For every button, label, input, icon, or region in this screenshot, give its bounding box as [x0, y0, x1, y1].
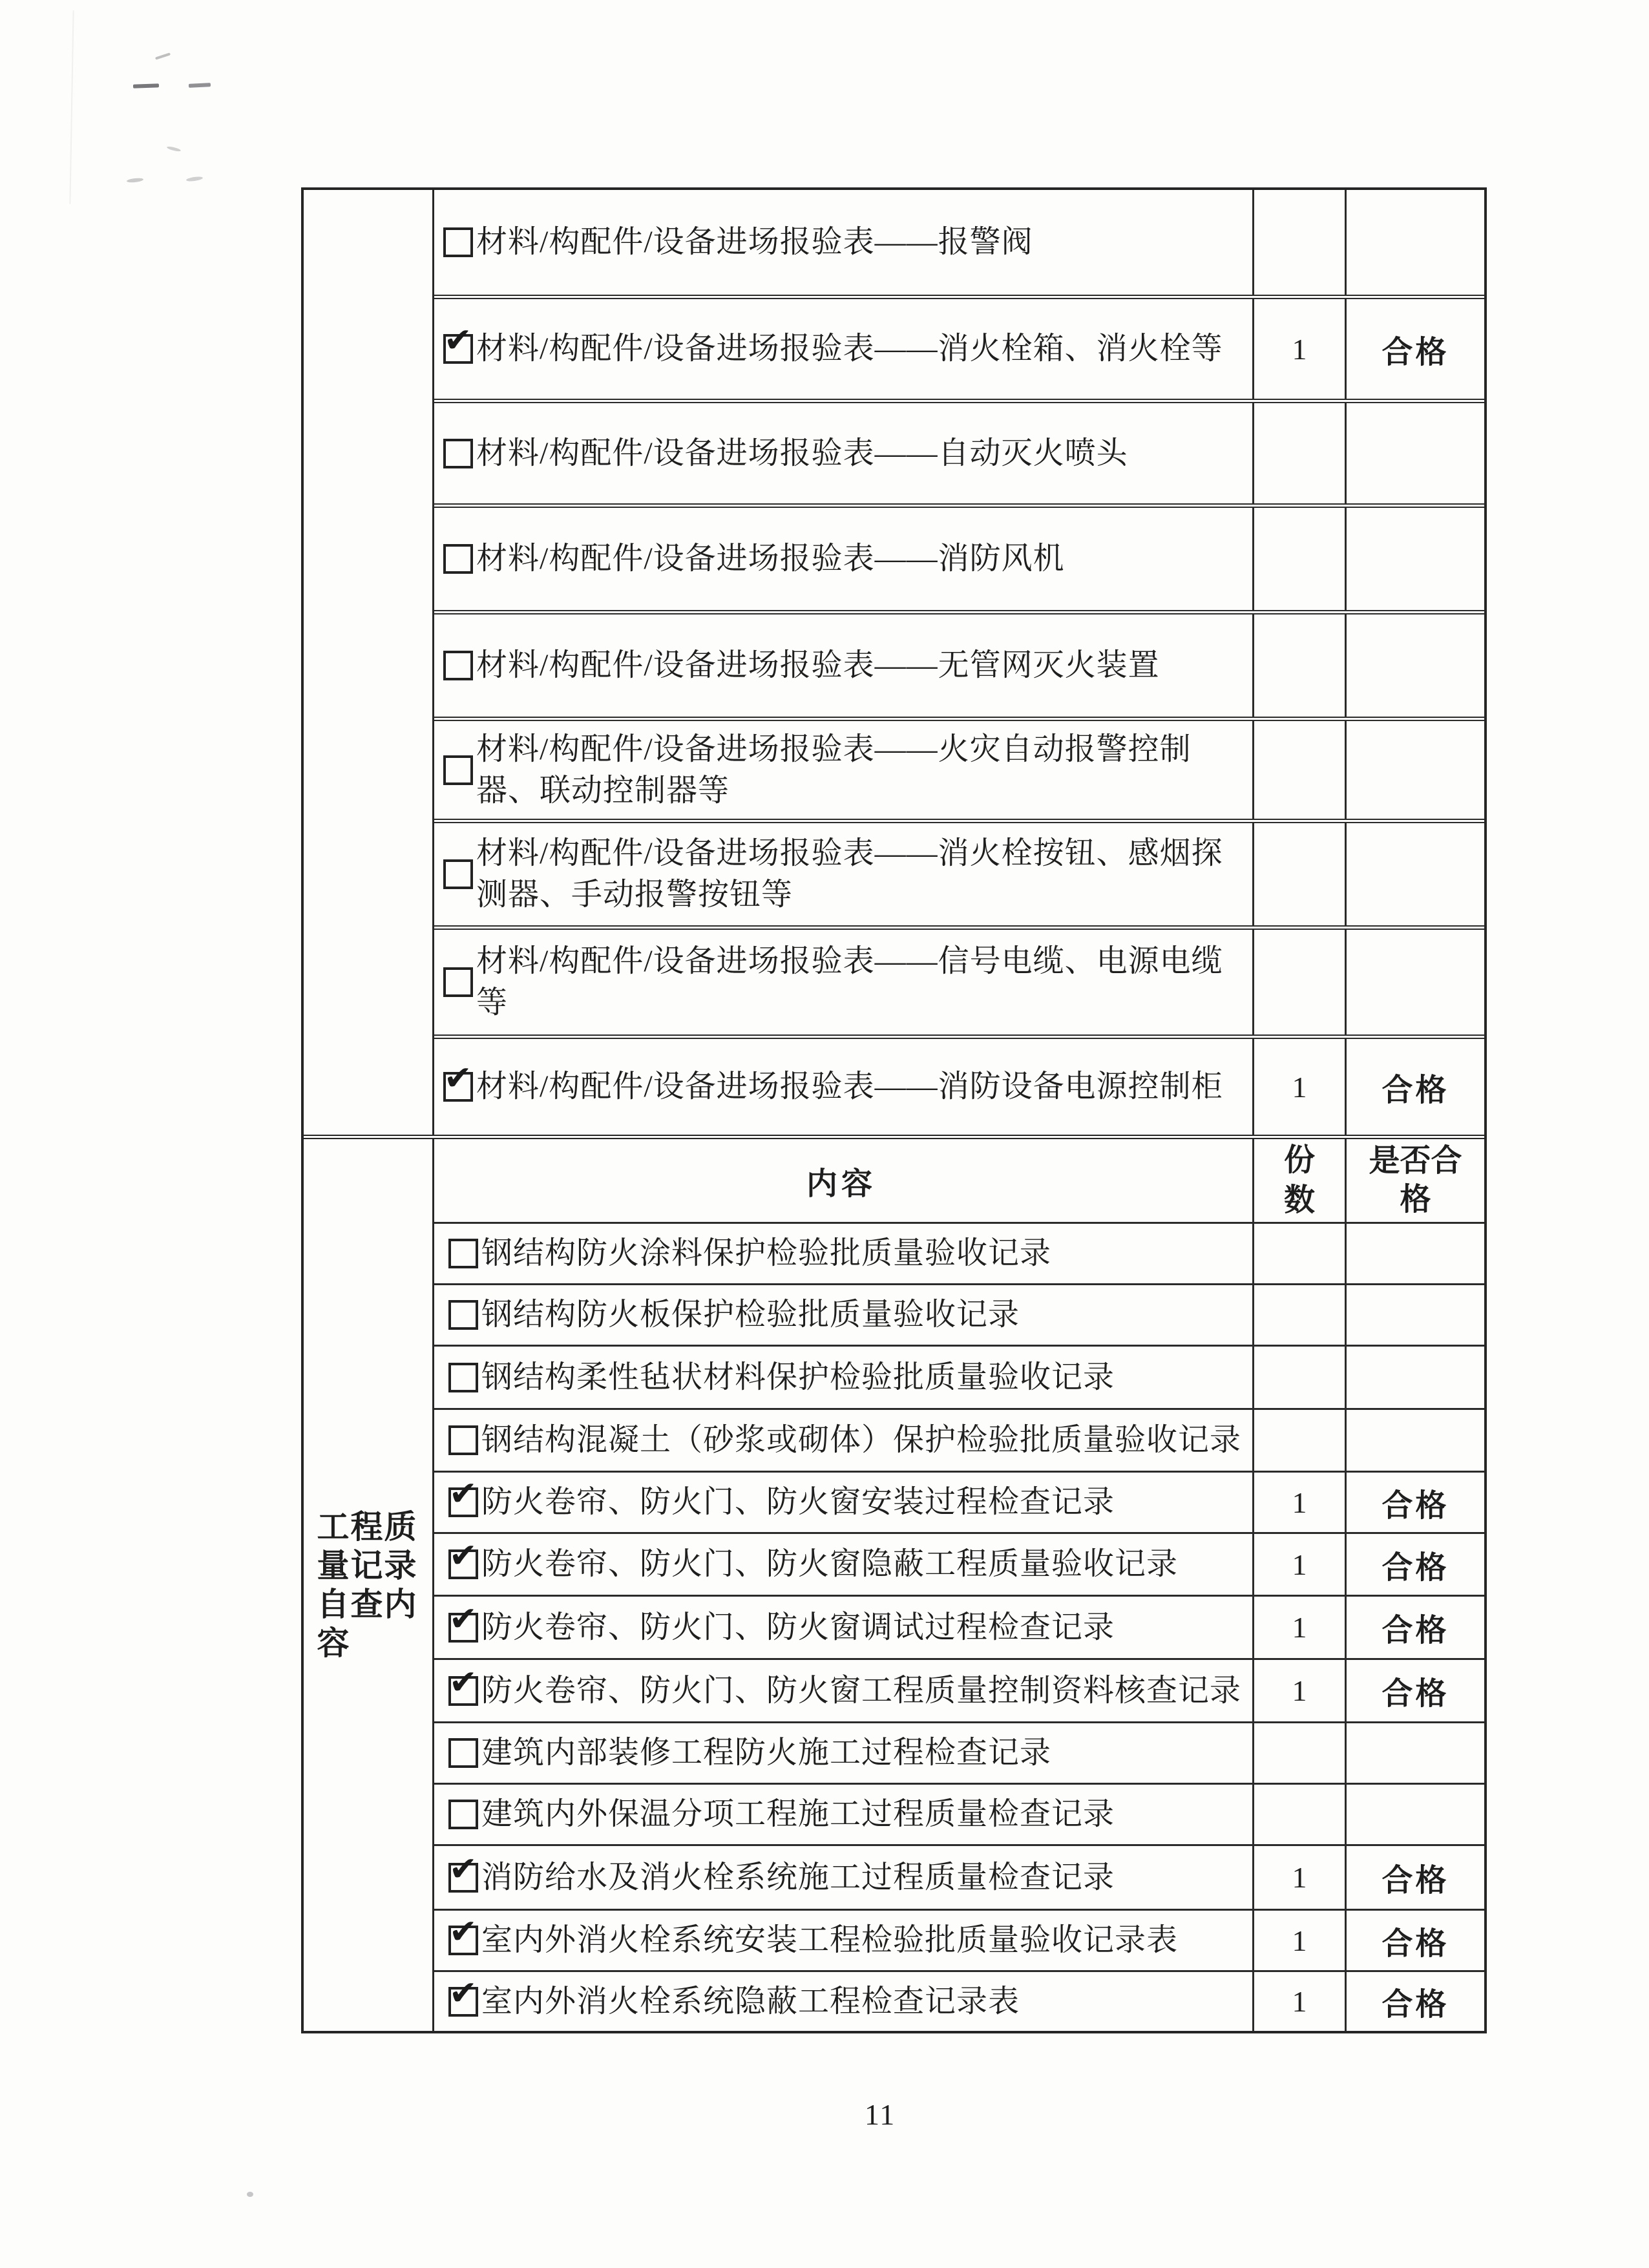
check-mark-icon: ✔ [444, 321, 472, 360]
pass-value: 合格 [1381, 1677, 1449, 1711]
item-cell [434, 403, 1252, 503]
table-row [434, 1034, 1484, 1135]
pass-cell [1345, 1785, 1484, 1844]
table-row [434, 1408, 1484, 1471]
scan-artifact [189, 83, 211, 88]
copies-value: 1 [1292, 1070, 1307, 1104]
item-cell [434, 1285, 1252, 1345]
item-label: 材料/构配件/设备进场报验表——消防风机 [476, 541, 1065, 576]
scan-artifact [127, 178, 143, 184]
copies-cell [1252, 1785, 1345, 1844]
check-mark-icon: ✔ [449, 1537, 478, 1575]
header-content-label: 内容 [806, 1166, 876, 1201]
item-cell [434, 508, 1252, 610]
copies-cell [1252, 1723, 1345, 1783]
table-row [434, 1970, 1484, 2031]
item-cell [434, 1224, 1252, 1283]
header-content-cell [434, 1139, 1252, 1222]
pass-value: 合格 [1381, 1864, 1449, 1898]
checkbox-checked-icon [448, 1537, 478, 1579]
table-row [434, 399, 1484, 503]
checkbox-unchecked-icon [443, 227, 473, 257]
copies-value: 1 [1292, 1861, 1307, 1894]
checkbox-checked-icon [443, 1059, 473, 1102]
item-cell [434, 721, 1252, 819]
header-pass-label: 是否合格 [1369, 1144, 1462, 1217]
copies-cell [1252, 930, 1345, 1034]
pass-cell [1345, 1534, 1484, 1595]
copies-cell [1252, 1911, 1345, 1970]
checkbox-checked-icon [448, 1913, 478, 1955]
table-row [434, 1222, 1484, 1283]
table-row [434, 503, 1484, 610]
pass-cell [1345, 1911, 1484, 1970]
check-mark-icon: ✔ [449, 1663, 478, 1702]
scan-artifact [167, 145, 182, 152]
checkbox-checked-icon [443, 321, 473, 364]
pass-cell [1345, 1723, 1484, 1783]
copies-value: 1 [1292, 332, 1307, 366]
pass-cell [1345, 1224, 1484, 1283]
pass-cell [1345, 1660, 1484, 1721]
section-group-label: 工程质量记录自查内容 [317, 1509, 418, 1661]
checkbox-checked-icon [448, 1849, 478, 1893]
item-label: 材料/构配件/设备进场报验表——消火栓箱、消火栓等 [476, 331, 1223, 366]
copies-cell [1252, 1534, 1345, 1595]
copies-cell [1252, 721, 1345, 819]
pass-cell [1345, 403, 1484, 503]
copies-cell [1252, 1660, 1345, 1721]
table-row [434, 819, 1484, 925]
check-mark-icon: ✔ [444, 1059, 472, 1098]
checkbox-unchecked-icon [443, 439, 473, 468]
copies-cell [1252, 1846, 1345, 1909]
check-mark-icon: ✔ [449, 1599, 478, 1639]
scan-artifact [155, 52, 171, 59]
check-mark-icon: ✔ [449, 1913, 478, 1951]
copies-cell [1252, 1597, 1345, 1658]
item-label: 钢结构柔性毡状材料保护检验批质量验收记录 [481, 1360, 1115, 1394]
row-group-cell [304, 1139, 434, 2031]
page-number: 11 [865, 2098, 896, 2131]
pass-cell [1345, 930, 1484, 1034]
table-row [434, 717, 1484, 819]
check-mark-icon: ✔ [449, 1475, 478, 1513]
copies-value: 1 [1292, 1611, 1307, 1644]
table-row [434, 925, 1484, 1034]
item-label: 材料/构配件/设备进场报验表——自动灭火喷头 [476, 436, 1128, 470]
table-row [434, 295, 1484, 399]
item-label: 材料/构配件/设备进场报验表——信号电缆、电源电缆等 [476, 944, 1223, 1020]
item-label: 建筑内部装修工程防火施工过程检查记录 [481, 1736, 1052, 1770]
pass-value: 合格 [1381, 1550, 1449, 1585]
table-row [434, 190, 1484, 295]
pass-cell [1345, 299, 1484, 399]
pass-value: 合格 [1381, 1073, 1449, 1108]
section1-rows [434, 190, 1484, 1135]
pass-value: 合格 [1381, 1988, 1449, 2022]
item-label: 材料/构配件/设备进场报验表——消防设备电源控制柜 [476, 1069, 1223, 1104]
inspection-checklist-table [301, 187, 1487, 2033]
copies-value: 1 [1292, 1985, 1307, 2018]
copies-cell [1252, 1473, 1345, 1532]
pass-value: 合格 [1381, 1488, 1449, 1523]
header-pass-cell [1345, 1139, 1484, 1222]
copies-cell [1252, 1972, 1345, 2031]
pass-cell [1345, 1285, 1484, 1345]
checkbox-checked-icon [448, 1599, 478, 1643]
checkbox-checked-icon [448, 1475, 478, 1517]
copies-cell [1252, 299, 1345, 399]
item-cell [434, 1972, 1252, 2031]
section-quality-records [304, 1135, 1484, 2031]
checkbox-checked-icon [448, 1663, 478, 1706]
checkbox-unchecked-icon [448, 1425, 478, 1455]
checkbox-unchecked-icon [448, 1239, 478, 1268]
copies-value: 1 [1292, 1674, 1307, 1707]
item-cell [434, 1597, 1252, 1658]
item-cell [434, 1039, 1252, 1135]
pass-value: 合格 [1381, 1926, 1449, 1961]
item-cell [434, 1846, 1252, 1909]
item-label: 防火卷帘、防火门、防火窗隐蔽工程质量验收记录 [481, 1547, 1179, 1581]
item-label: 室内外消火栓系统安装工程检验批质量验收记录表 [481, 1923, 1179, 1957]
check-mark-icon: ✔ [449, 1849, 478, 1889]
table-row [434, 1532, 1484, 1595]
checkbox-unchecked-icon [448, 1738, 478, 1768]
item-cell [434, 1473, 1252, 1532]
checkbox-unchecked-icon [443, 859, 473, 889]
copies-cell [1252, 190, 1345, 295]
item-cell [434, 1410, 1252, 1471]
pass-cell [1345, 1473, 1484, 1532]
copies-value: 1 [1292, 1548, 1307, 1581]
checkbox-unchecked-icon [448, 1300, 478, 1330]
copies-cell [1252, 823, 1345, 925]
row-group-cell-empty [304, 190, 434, 1135]
pass-value: 合格 [1381, 335, 1449, 370]
copies-cell [1252, 614, 1345, 717]
section-material-inspection [304, 190, 1484, 1135]
checkbox-unchecked-icon [448, 1363, 478, 1392]
item-label: 钢结构防火板保护检验批质量验收记录 [481, 1297, 1020, 1332]
table-row [434, 1783, 1484, 1844]
item-label: 消防给水及消火栓系统施工过程质量检查记录 [481, 1860, 1115, 1895]
table-row [434, 1658, 1484, 1721]
item-label: 防火卷帘、防火门、防火窗调试过程检查记录 [481, 1610, 1115, 1644]
item-label: 材料/构配件/设备进场报验表——报警阀 [476, 225, 1033, 259]
item-cell [434, 823, 1252, 925]
scan-artifact [247, 2192, 253, 2197]
item-cell [434, 614, 1252, 717]
item-label: 防火卷帘、防火门、防火窗安装过程检查记录 [481, 1485, 1115, 1519]
item-cell [434, 930, 1252, 1034]
item-cell [434, 1534, 1252, 1595]
copies-cell [1252, 1347, 1345, 1408]
pass-cell [1345, 721, 1484, 819]
table-row [434, 1283, 1484, 1345]
pass-cell [1345, 1846, 1484, 1909]
table-row [434, 610, 1484, 717]
check-mark-icon: ✔ [449, 1973, 478, 2013]
item-label: 钢结构混凝土（砂浆或砌体）保护检验批质量验收记录 [481, 1423, 1242, 1457]
section2-rows [434, 1139, 1484, 2031]
pass-cell [1345, 823, 1484, 925]
copies-cell [1252, 1039, 1345, 1135]
table-header-row [434, 1139, 1484, 1222]
scan-artifact [186, 176, 204, 182]
pass-cell [1345, 1972, 1484, 2031]
table-row [434, 1721, 1484, 1783]
pass-value: 合格 [1381, 1613, 1449, 1648]
item-cell [434, 1911, 1252, 1970]
scan-artifact [133, 83, 159, 88]
item-label: 材料/构配件/设备进场报验表——无管网灭火装置 [476, 648, 1160, 682]
pass-cell [1345, 1347, 1484, 1408]
checkbox-unchecked-icon [443, 651, 473, 680]
pass-cell [1345, 1410, 1484, 1471]
checkbox-unchecked-icon [448, 1800, 478, 1829]
item-cell [434, 1785, 1252, 1844]
table-row [434, 1844, 1484, 1909]
checkbox-unchecked-icon [443, 967, 473, 997]
pass-cell [1345, 1597, 1484, 1658]
checkbox-unchecked-icon [443, 755, 473, 785]
header-copies-label: 份数 [1283, 1143, 1315, 1217]
copies-cell [1252, 1410, 1345, 1471]
item-cell [434, 299, 1252, 399]
pass-cell [1345, 1039, 1484, 1135]
pass-cell [1345, 508, 1484, 610]
copies-cell [1252, 1224, 1345, 1283]
item-cell [434, 1347, 1252, 1408]
copies-cell [1252, 1285, 1345, 1345]
table-row [434, 1471, 1484, 1532]
header-copies-cell [1252, 1139, 1345, 1222]
item-label: 材料/构配件/设备进场报验表——消火栓按钮、感烟探测器、手动报警按钮等 [476, 836, 1223, 912]
item-label: 建筑内外保温分项工程施工过程质量检查记录 [481, 1797, 1115, 1831]
checkbox-unchecked-icon [443, 544, 473, 574]
scan-artifact [69, 10, 74, 204]
copies-cell [1252, 403, 1345, 503]
item-label: 钢结构防火涂料保护检验批质量验收记录 [481, 1236, 1052, 1270]
table-row [434, 1909, 1484, 1970]
copies-value: 1 [1292, 1924, 1307, 1957]
copies-value: 1 [1292, 1486, 1307, 1519]
pass-cell [1345, 190, 1484, 295]
item-label: 材料/构配件/设备进场报验表——火灾自动报警控制器、联动控制器等 [476, 731, 1192, 808]
item-label: 防火卷帘、防火门、防火窗工程质量控制资料核查记录 [481, 1673, 1242, 1708]
checkbox-checked-icon [448, 1973, 478, 2017]
item-label: 室内外消火栓系统隐蔽工程检查记录表 [481, 1984, 1020, 2019]
item-cell [434, 1660, 1252, 1721]
item-cell [434, 190, 1252, 295]
table-row [434, 1595, 1484, 1658]
table-row [434, 1345, 1484, 1408]
pass-cell [1345, 614, 1484, 717]
item-cell [434, 1723, 1252, 1783]
copies-cell [1252, 508, 1345, 610]
